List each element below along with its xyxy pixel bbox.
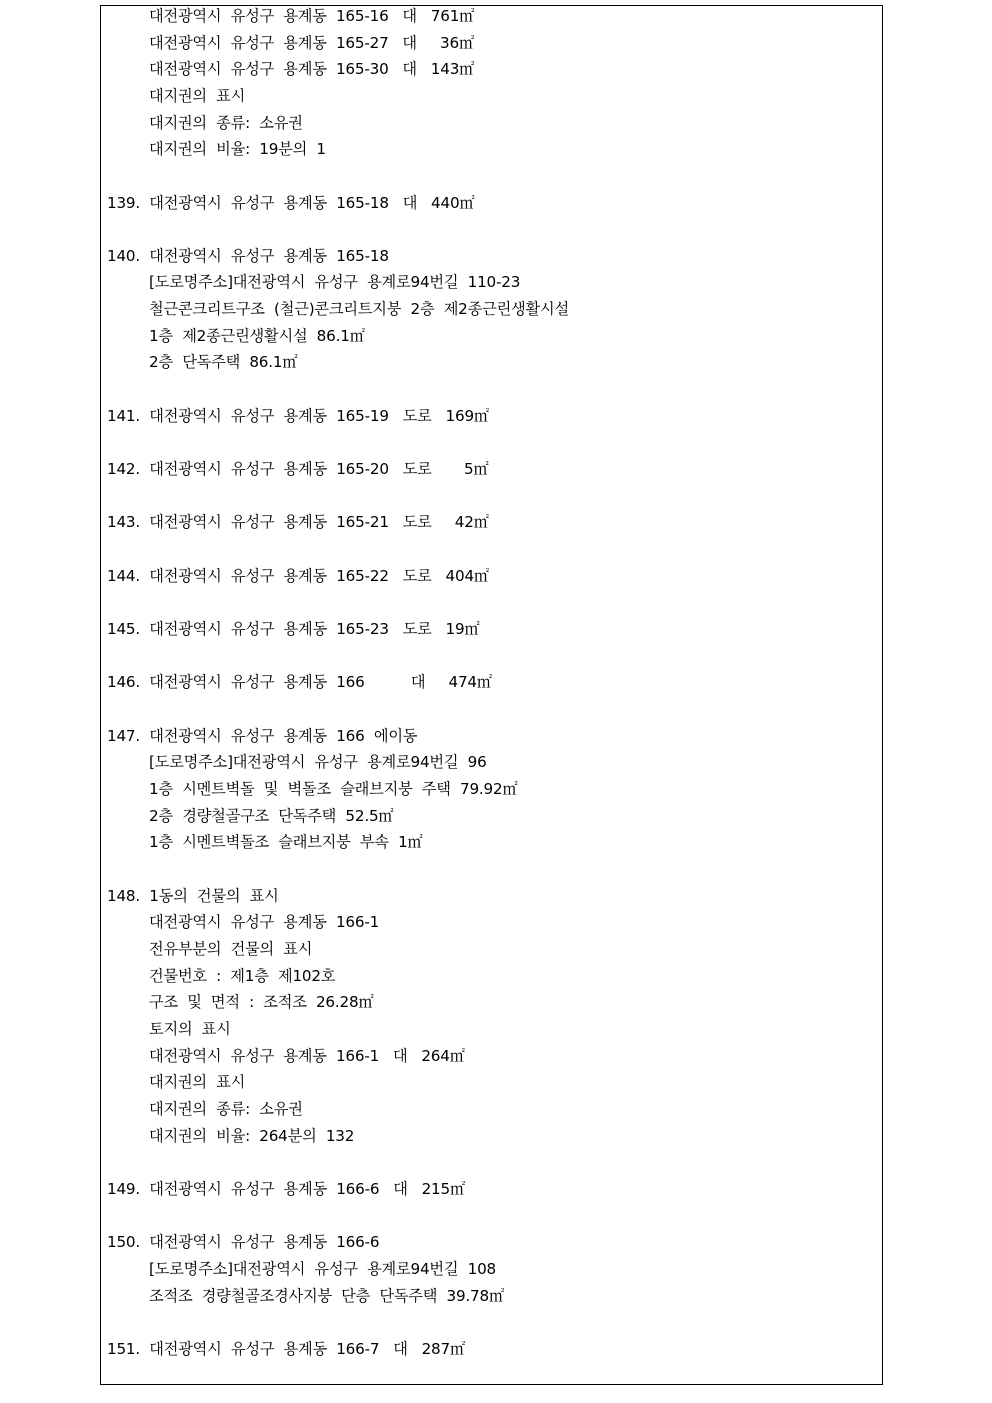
document-line: 철근콘크리트구조 (철근)콘크리트지붕 2층 제2종근린생활시설	[149, 300, 569, 318]
document-line: 대전광역시 유성구 용계동 165-30 대 143㎡	[149, 60, 475, 78]
document-line: 대지권의 표시	[149, 87, 246, 105]
document-line: 대지권의 비율: 264분의 132	[149, 1127, 355, 1145]
document-line: 1층 제2종근린생활시설 86.1㎡	[149, 327, 365, 345]
document-line: 대지권의 종류: 소유권	[149, 1100, 303, 1118]
list-item: 141. 대전광역시 유성구 용계동 165-19 도로 169㎡	[107, 407, 489, 425]
list-item: 144. 대전광역시 유성구 용계동 165-22 도로 404㎡	[107, 567, 489, 585]
document-line: 대지권의 표시	[149, 1073, 246, 1091]
document-line: 전유부분의 건물의 표시	[149, 940, 313, 958]
document-line: 건물번호 : 제1층 제102호	[149, 967, 336, 985]
document-line: 대전광역시 유성구 용계동 166-1	[149, 913, 380, 931]
document-line: 2층 단독주택 86.1㎡	[149, 353, 298, 371]
document-line: [도로명주소]대전광역시 유성구 용계로94번길 96	[149, 753, 487, 771]
list-item: 150. 대전광역시 유성구 용계동 166-6	[107, 1233, 380, 1251]
document-line: 구조 및 면적 : 조적조 26.28㎡	[149, 993, 374, 1011]
list-item: 143. 대전광역시 유성구 용계동 165-21 도로 42㎡	[107, 513, 489, 531]
document-line: 조적조 경량철골조경사지붕 단층 단독주택 39.78㎡	[149, 1287, 504, 1305]
list-item: 148. 1동의 건물의 표시	[107, 887, 279, 905]
document-line: 1층 시멘트벽돌조 슬래브지붕 부속 1㎡	[149, 833, 423, 851]
document-line: 대지권의 종류: 소유권	[149, 114, 303, 132]
list-item: 147. 대전광역시 유성구 용계동 166 에이동	[107, 727, 418, 745]
list-item: 145. 대전광역시 유성구 용계동 165-23 도로 19㎡	[107, 620, 480, 638]
list-item: 149. 대전광역시 유성구 용계동 166-6 대 215㎡	[107, 1180, 465, 1198]
document-line: 대전광역시 유성구 용계동 165-27 대 36㎡	[149, 34, 474, 52]
document-line: 1층 시멘트벽돌 및 벽돌조 슬래브지붕 주택 79.92㎡	[149, 780, 518, 798]
list-item: 142. 대전광역시 유성구 용계동 165-20 도로 5㎡	[107, 460, 489, 478]
list-item: 146. 대전광역시 유성구 용계동 166 대 474㎡	[107, 673, 492, 691]
list-item: 151. 대전광역시 유성구 용계동 166-7 대 287㎡	[107, 1340, 465, 1358]
document-line: 2층 경량철골구조 단독주택 52.5㎡	[149, 807, 394, 825]
document-line: 대전광역시 유성구 용계동 165-16 대 761㎡	[149, 7, 475, 25]
document-line: 대전광역시 유성구 용계동 166-1 대 264㎡	[149, 1047, 465, 1065]
document-line: 토지의 표시	[149, 1020, 231, 1038]
document-line: [도로명주소]대전광역시 유성구 용계로94번길 108	[149, 1260, 497, 1278]
list-item: 140. 대전광역시 유성구 용계동 165-18	[107, 247, 389, 265]
list-item: 139. 대전광역시 유성구 용계동 165-18 대 440㎡	[107, 194, 475, 212]
document-line: [도로명주소]대전광역시 유성구 용계로94번길 110-23	[149, 273, 521, 291]
document-line: 대지권의 비율: 19분의 1	[149, 140, 326, 158]
